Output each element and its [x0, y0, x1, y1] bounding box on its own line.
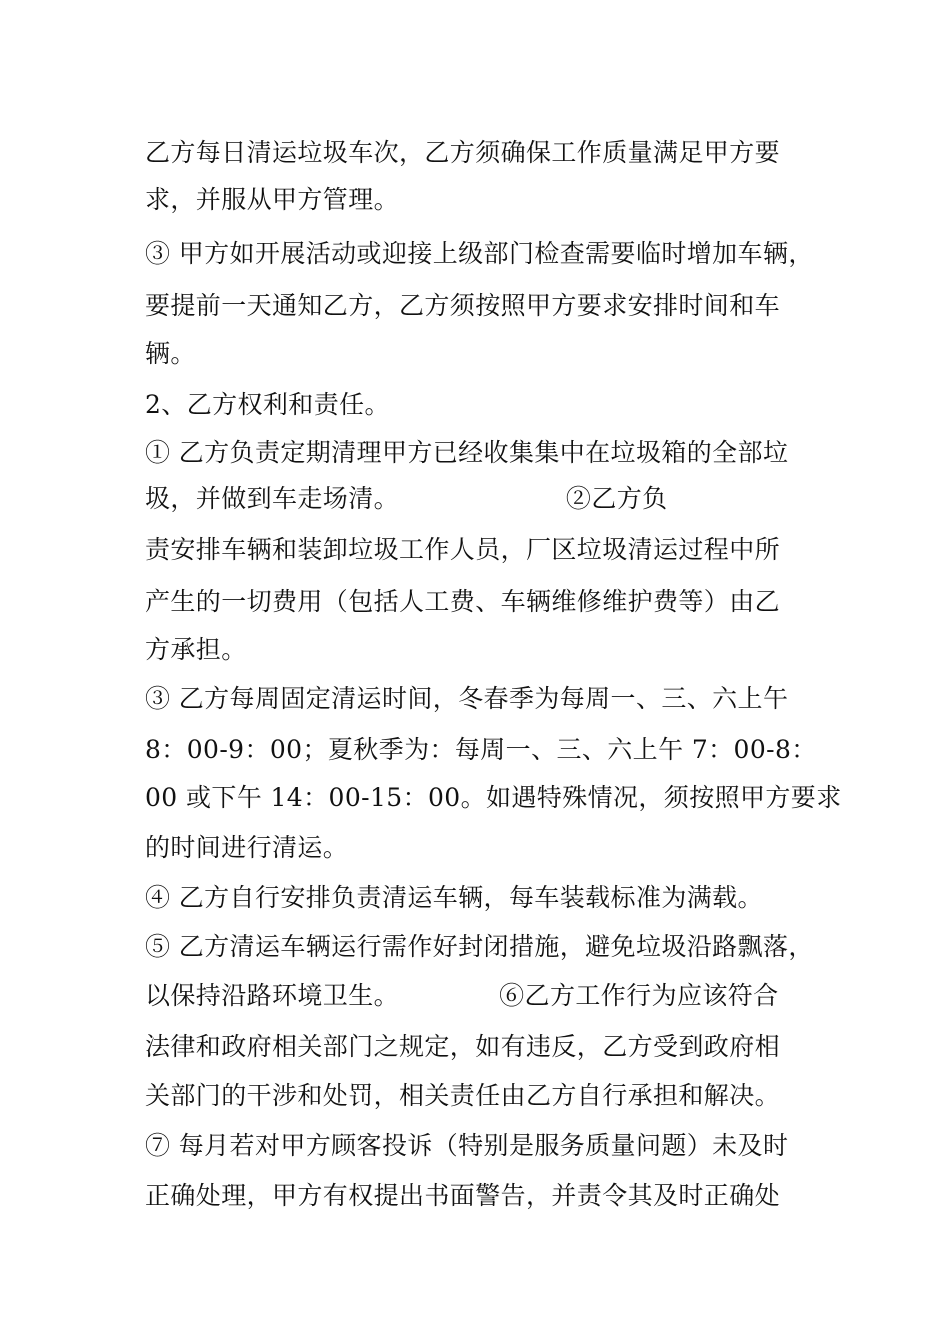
- text-line: ⑦ 每月若对甲方顾客投诉（特别是服务质量问题）未及时: [145, 1131, 789, 1160]
- text-line: 法律和政府相关部门之规定，如有违反，乙方受到政府相: [145, 1032, 781, 1061]
- text-line: ① 乙方负责定期清理甲方已经收集集中在垃圾箱的全部垃: [145, 438, 789, 467]
- text-line: ③ 甲方如开展活动或迎接上级部门检查需要临时增加车辆，: [145, 239, 814, 268]
- text-line: ③ 乙方每周固定清运时间，冬春季为每周一、三、六上午: [145, 684, 789, 713]
- section-heading: 2、乙方权利和责任。: [145, 390, 390, 419]
- text-line: 圾，并做到车走场清。 ②乙方负: [145, 484, 668, 513]
- text-line: 乙方每日清运垃圾车次，乙方须确保工作质量满足甲方要: [145, 138, 781, 167]
- text-line: 要提前一天通知乙方，乙方须按照甲方要求安排时间和车: [145, 291, 781, 320]
- text-line: 的时间进行清运。: [145, 833, 349, 862]
- text-line: 求，并服从甲方管理。: [145, 185, 400, 214]
- text-line: 辆。: [145, 339, 196, 368]
- text-line: 方承担。: [145, 635, 247, 664]
- text-line: ⑤ 乙方清运车辆运行需作好封闭措施，避免垃圾沿路飘落，: [145, 932, 814, 961]
- text-line: 00 或下午 14：00-15：00。如遇特殊情况，须按照甲方要求: [145, 783, 842, 812]
- text-line: 正确处理，甲方有权提出书面警告，并责令其及时正确处: [145, 1181, 781, 1210]
- text-line: 以保持沿路环境卫生。 ⑥乙方工作行为应该符合: [145, 981, 779, 1010]
- text-line: 责安排车辆和装卸垃圾工作人员，厂区垃圾清运过程中所: [145, 535, 781, 564]
- text-line: ④ 乙方自行安排负责清运车辆，每车装载标准为满载。: [145, 883, 763, 912]
- text-line: 8：00-9：00；夏秋季为：每周一、三、六上午 7：00-8：: [145, 735, 817, 764]
- text-line: 产生的一切费用（包括人工费、车辆维修维护费等）由乙: [145, 587, 781, 616]
- text-line: 关部门的干涉和处罚，相关责任由乙方自行承担和解决。: [145, 1081, 781, 1110]
